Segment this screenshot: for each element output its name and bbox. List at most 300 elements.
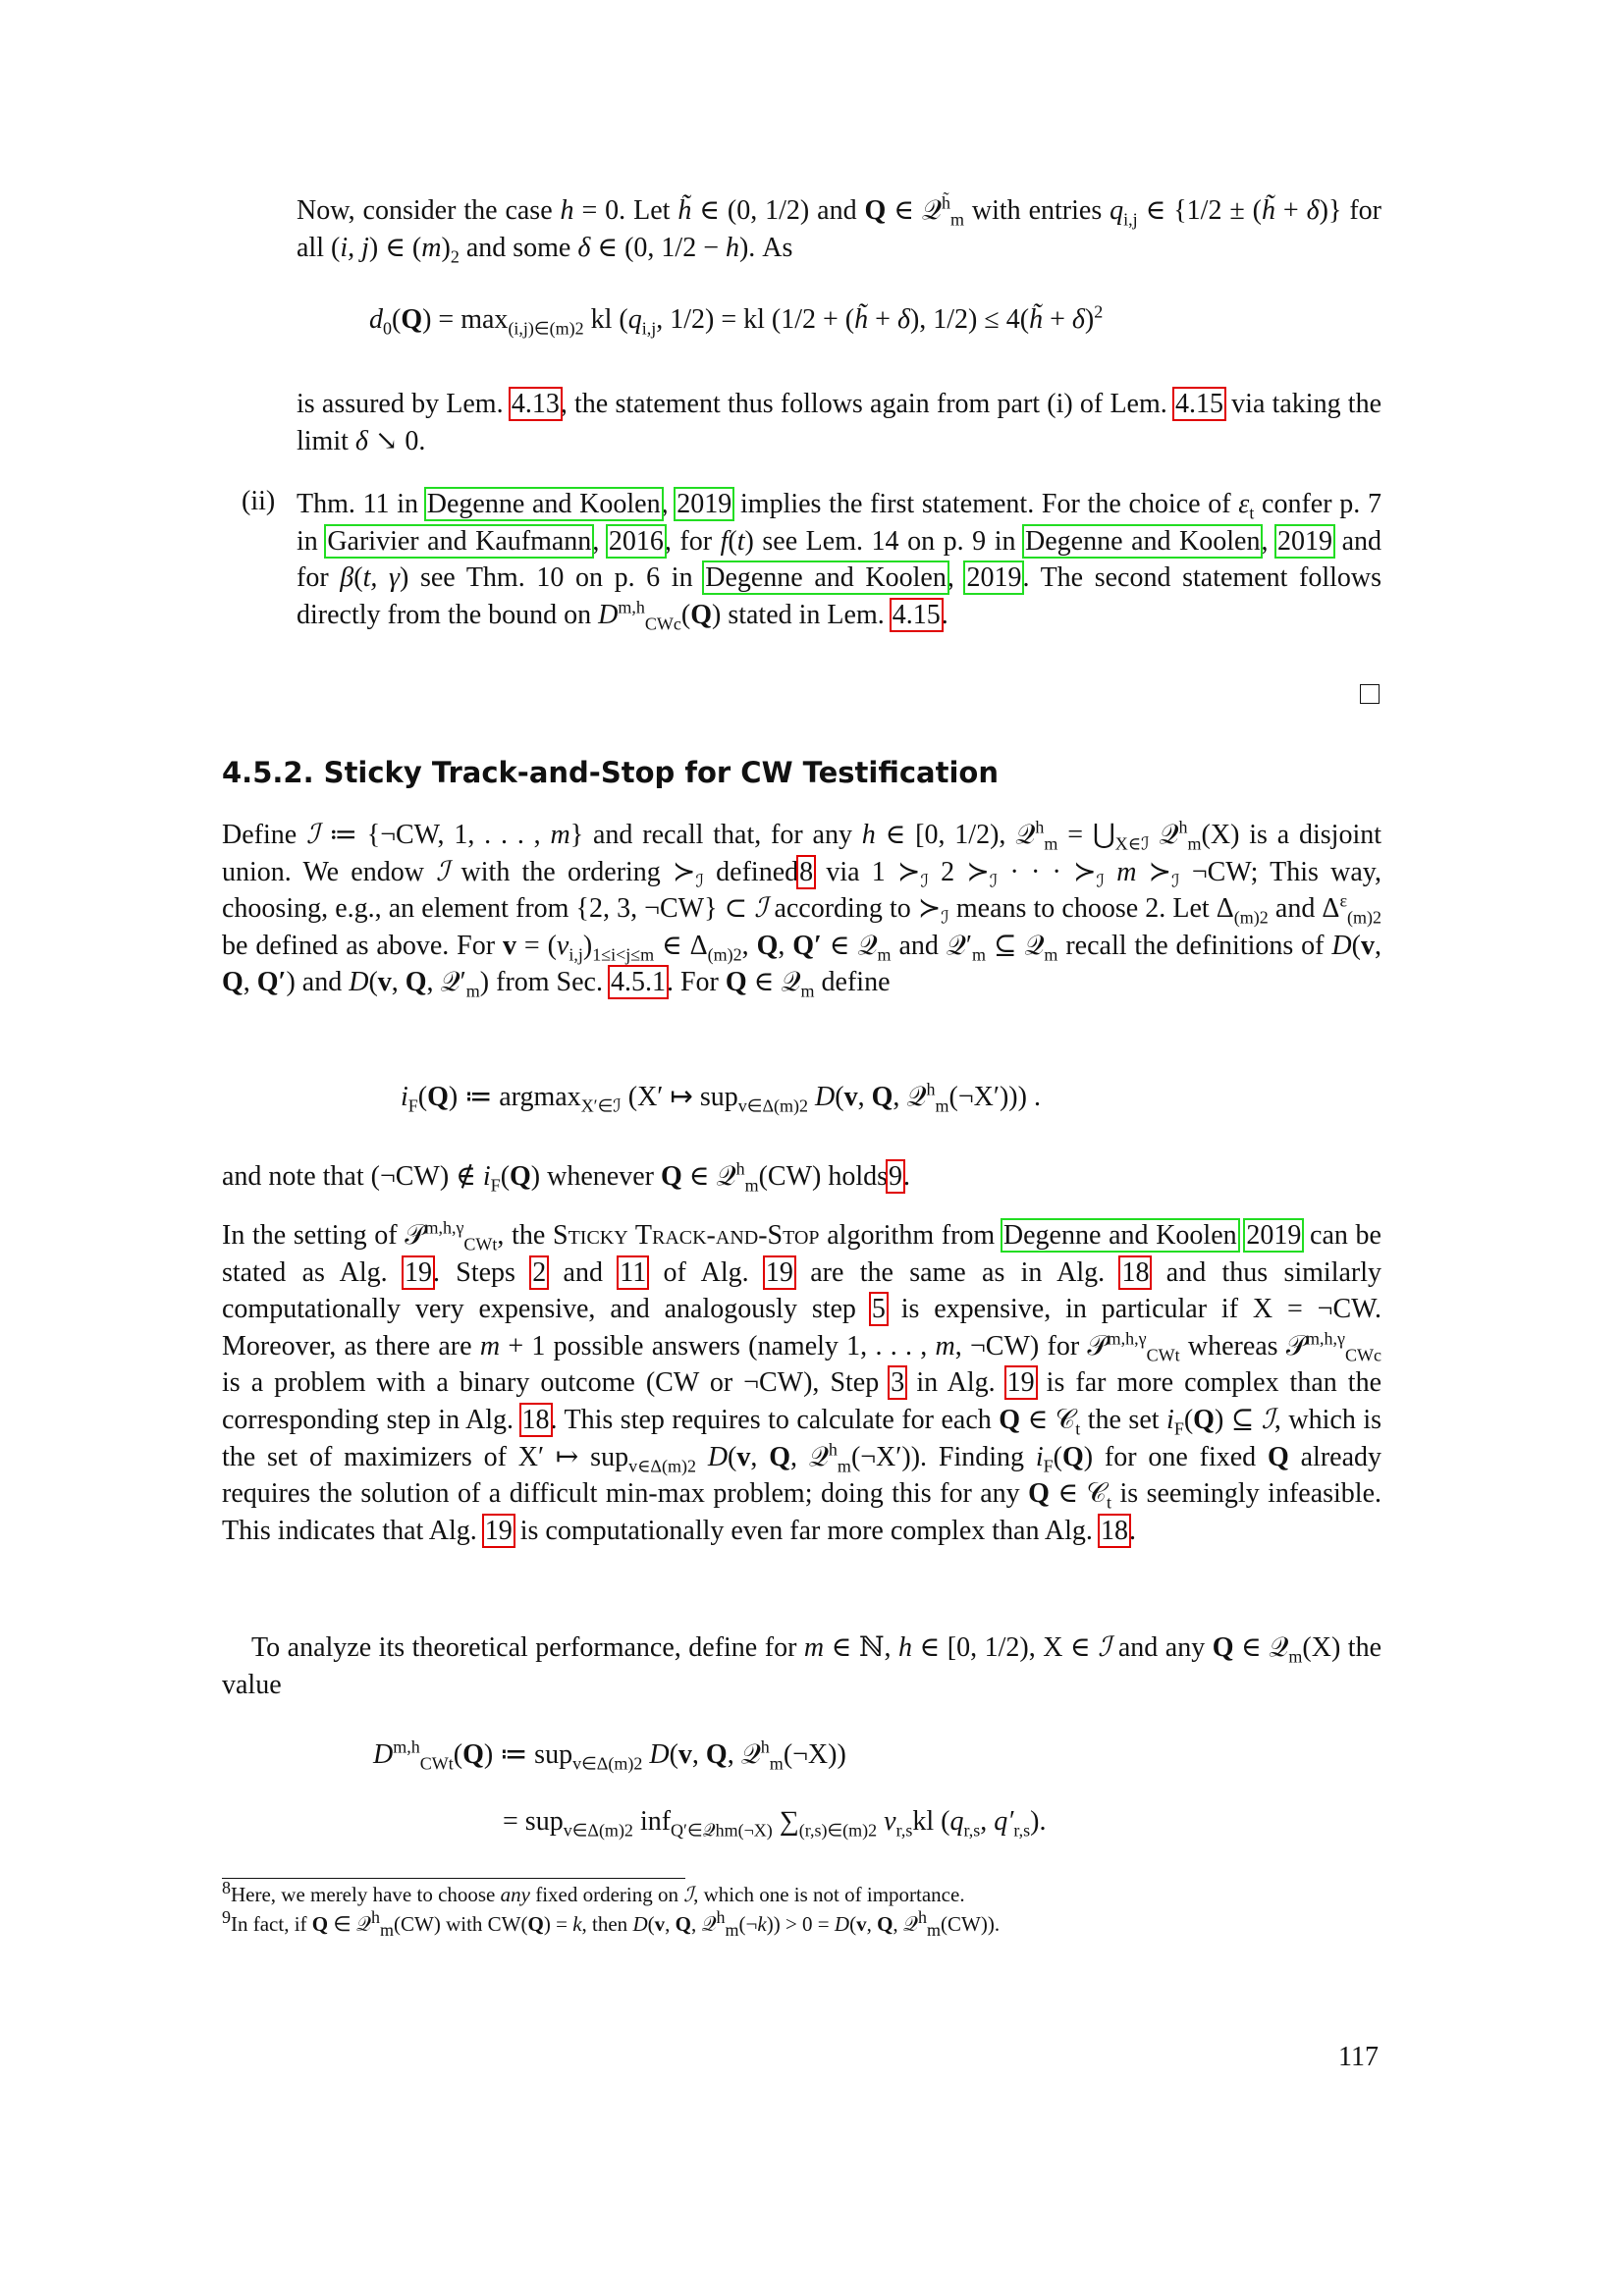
internal-reference-link[interactable]: 9 [889, 1161, 903, 1192]
subscript: F [490, 1175, 501, 1196]
text: , 1/2) = kl (1/2 + ( [656, 304, 855, 335]
math-symbol: D [373, 1739, 394, 1770]
math-bold: Q [311, 1912, 329, 1936]
subscript: r,s [1013, 1820, 1031, 1841]
math-symbol: i [401, 1082, 408, 1112]
math-bold: v [654, 1912, 666, 1936]
subscript: ℐ [941, 907, 949, 928]
text: , then [581, 1912, 633, 1936]
superscript: h [926, 1079, 936, 1099]
text: and any [1110, 1632, 1213, 1663]
subscript: m [1044, 833, 1058, 854]
paragraph-define [222, 817, 1381, 1001]
text: , [243, 967, 257, 998]
subscript: m [949, 209, 964, 230]
text: is expensive, in particular if X = ¬CW. Moreover, as there are [222, 1294, 1381, 1362]
text: ) whenever [530, 1161, 661, 1192]
math-bold: Q′ [792, 930, 822, 961]
math-symbol: q [627, 304, 642, 335]
small-caps: ticky [568, 1220, 628, 1251]
text: fixed ordering on [529, 1883, 684, 1906]
text: ( [353, 562, 363, 594]
text: ∑ [772, 1806, 799, 1837]
subscript: m [769, 1753, 784, 1774]
subscript: v∈Δ(m)2 [737, 1095, 809, 1116]
text: ∈ (0, 1/2 − [590, 232, 726, 263]
math-symbol: D [649, 1739, 670, 1770]
text: , for [664, 525, 721, 557]
subscript: X∈ℐ [1114, 833, 1150, 854]
superscript: m,h [393, 1736, 420, 1757]
superscript: h [371, 1907, 381, 1927]
math-symbol: v [556, 930, 569, 961]
math-bold: Q [427, 1082, 449, 1112]
subscript: m [744, 1175, 759, 1196]
math-bold: Q [1268, 1441, 1289, 1472]
text: ) ∈ ( [368, 232, 422, 263]
text: . [903, 1161, 911, 1192]
math-symbol: ℐ [1261, 1404, 1274, 1435]
math-bold: Q [401, 304, 423, 335]
text: ) stated in Lem. [712, 599, 892, 630]
math-symbol: h [560, 195, 574, 226]
text: , [1374, 930, 1381, 961]
math-symbol: h [861, 820, 876, 850]
text: ( [417, 1082, 428, 1112]
text: ∈ [0, 1/2), X ∈ [912, 1632, 1099, 1663]
citation-link[interactable]: 2019 [966, 562, 1022, 594]
text: . Steps [432, 1256, 532, 1288]
subscript: m [1288, 1646, 1303, 1667]
text: whereas 𝒫 [1179, 1330, 1307, 1362]
subscript: 0 [383, 318, 392, 339]
text: ) [441, 232, 451, 263]
equation-iF [401, 1079, 1041, 1116]
subscript: (m)2 [1233, 907, 1269, 928]
superscript: h [828, 1439, 838, 1460]
text: ∈ Δ [654, 930, 708, 961]
text: In the setting of 𝒫 [222, 1220, 425, 1251]
math-bold: Q [222, 967, 244, 998]
math-symbol: d [369, 304, 383, 335]
superscript: m,h,γ [1306, 1328, 1345, 1349]
text: ∈ ℕ, [824, 1632, 898, 1663]
subscript: m [380, 1920, 395, 1941]
superscript: h [760, 1736, 770, 1757]
text: ∈ 𝒬 [328, 1912, 372, 1936]
text: , 𝒬 [893, 1912, 918, 1936]
text: can be stated as Alg. [222, 1220, 1381, 1288]
internal-reference-link[interactable]: 19 [1006, 1367, 1035, 1399]
math-symbol: h [898, 1632, 912, 1663]
math-symbol: D [598, 599, 619, 630]
math-bold: Q [756, 930, 779, 961]
text: already requires the solution of a difficult min-max problem; doing this for any [222, 1441, 1381, 1510]
text: = ( [515, 930, 557, 961]
text: Thm. 11 in [297, 489, 426, 519]
internal-reference-link[interactable]: 11 [620, 1256, 647, 1288]
math-symbol: β [340, 562, 354, 594]
math-bold: Q [675, 1912, 691, 1936]
text: inf [632, 1806, 672, 1837]
text: , [741, 930, 757, 961]
math-symbol: ℐ [306, 820, 320, 850]
text: , [980, 1806, 995, 1837]
citation-link[interactable]: 2019 [1277, 525, 1333, 557]
text: . For [666, 967, 726, 998]
text: ( [647, 1912, 655, 1936]
subscript: m [800, 981, 815, 1001]
math-bold: Q [510, 1161, 531, 1192]
subscript: t [1106, 1492, 1111, 1513]
math-symbol: h̃ [1261, 195, 1275, 226]
subscript: (i,j)∈(m)2 [508, 318, 584, 339]
subscript: F [1173, 1418, 1184, 1439]
subscript: r,s [895, 1820, 913, 1841]
citation-link[interactable]: Degenne and Koolen [426, 489, 661, 519]
superscript: ε [1339, 890, 1347, 911]
subscript: ℐ [1096, 871, 1106, 891]
text: ), 1/2) ≤ 4( [909, 304, 1030, 335]
math-symbol: q′ [994, 1806, 1014, 1837]
text: ∈ 𝒞 [1020, 1404, 1076, 1435]
text: ) and [286, 967, 350, 998]
paragraph-case-h-zero [297, 192, 1381, 266]
internal-reference-link[interactable]: 8 [799, 856, 814, 887]
math-bold: v [502, 930, 516, 961]
text: ⊆ 𝒬 [986, 930, 1045, 961]
item-label-ii: (ii) [242, 486, 276, 516]
text: , [866, 1912, 878, 1936]
math-symbol: ℐ [436, 856, 450, 887]
text: To analyze its theoretical performance, define for [251, 1632, 804, 1663]
text [1105, 857, 1116, 887]
text: confer p. 7 in [297, 489, 1381, 557]
subscript: 2 [450, 246, 460, 267]
superscript: h̃ [941, 192, 950, 213]
text: ( [849, 1912, 857, 1936]
math-bold: v [856, 1912, 867, 1936]
text: ∈ 𝒬 [746, 967, 801, 998]
paragraph-assured-by-lemma [297, 386, 1381, 459]
math-symbol: δ [1071, 304, 1085, 335]
subscript: v∈Δ(m)2 [628, 1456, 696, 1476]
math-bold: Q [1193, 1404, 1215, 1435]
internal-reference-link[interactable]: 2 [532, 1256, 547, 1288]
subscript: r,s [963, 1820, 981, 1841]
text: and thus similarly computationally very expensive, and analogously step [222, 1256, 1382, 1325]
math-bold: Q [705, 1739, 728, 1770]
text: the set [1080, 1404, 1167, 1435]
text: , [778, 930, 793, 961]
text: kl ( [583, 304, 628, 335]
subscript: ℐ [920, 871, 929, 891]
text: with the ordering ≻ [449, 856, 696, 887]
math-symbol: i [482, 1161, 491, 1192]
math-symbol: m [550, 820, 570, 850]
math-bold: v [1360, 930, 1375, 961]
text: + 1 possible answers (namely 1, . . . , [500, 1330, 936, 1362]
math-symbol: D [834, 1912, 850, 1936]
text: ∈ 𝒬 [1233, 1632, 1289, 1663]
text: ) [582, 930, 593, 961]
text: in Alg. [905, 1367, 1006, 1399]
text: , [391, 967, 406, 998]
math-symbol: i, j [340, 232, 369, 263]
text: ¬CW; This way, choosing, e.g., an element from {2, 3, ¬CW} ⊂ [222, 856, 1381, 925]
text: implies the first statement. For the choice of [732, 489, 1239, 519]
text: ) ≔ sup [483, 1739, 573, 1770]
text: ) for one fixed [1083, 1441, 1268, 1472]
text: ). [1030, 1806, 1047, 1837]
text: ∈ [0, 1/2), 𝒬 [875, 820, 1036, 850]
text: via taking the limit [297, 389, 1381, 456]
text: ↘ 0. [367, 425, 426, 456]
math-symbol: h [725, 232, 739, 263]
subscript: Q′∈𝒬hm(¬X) [671, 1820, 773, 1841]
paragraph-item-ii [297, 486, 1381, 633]
text: Now, consider the case [297, 195, 561, 226]
text: ) see Lem. 14 on p. 9 in [744, 525, 1025, 557]
citation-link[interactable]: 2019 [677, 489, 732, 519]
math-symbol: δ [577, 232, 591, 263]
subscript: CWc [1345, 1345, 1381, 1365]
text: = ⋃ [1057, 820, 1115, 850]
text: ( [392, 304, 402, 335]
math-symbol: q [1110, 195, 1124, 226]
math-symbol: k [572, 1912, 582, 1936]
math-bold: Q [1212, 1632, 1234, 1663]
text: , [592, 525, 608, 557]
text [696, 1442, 708, 1472]
text: . The second statement follows directly from the bound on [297, 562, 1382, 630]
math-symbol: m [935, 1330, 955, 1362]
superscript: m,h,γ [424, 1217, 464, 1238]
text: and for [297, 525, 1382, 594]
paragraph-note [222, 1158, 1381, 1196]
text: + [868, 304, 897, 335]
text: ( [835, 1082, 844, 1112]
text: ) see Thm. 10 on p. 6 in [400, 562, 705, 594]
text: Define [222, 820, 307, 850]
math-symbol: δ [896, 304, 910, 335]
superscript: h [735, 1158, 745, 1179]
math-bold: v [843, 1082, 858, 1112]
subscript: F [1043, 1456, 1054, 1476]
subscript: (r,s)∈(m)2 [798, 1820, 878, 1841]
citation-link[interactable]: Degenne and Koolen [705, 562, 947, 594]
internal-reference-link[interactable]: 18 [521, 1404, 550, 1435]
text: recall the definitions of [1057, 930, 1332, 961]
math-bold: Q [871, 1082, 893, 1112]
text: (CW) with CW( [394, 1912, 528, 1936]
internal-reference-link[interactable]: 19 [404, 1256, 432, 1288]
math-bold: Q [864, 195, 887, 226]
text: , which is the set of maximizers of X′ ↦ sup [222, 1404, 1381, 1472]
text: defined [703, 856, 799, 887]
citation-link[interactable]: Degenne and Koolen [1025, 525, 1261, 557]
text: ∈ 𝒬 [821, 930, 878, 961]
text: ) = max [422, 304, 509, 335]
subscript: ℐ [1171, 871, 1180, 891]
math-bold: v [377, 967, 392, 998]
subscript: m [935, 1095, 949, 1116]
math-symbol: ℐ [1098, 1632, 1111, 1663]
math-symbol: D [349, 967, 369, 998]
superscript: 8 [222, 1878, 231, 1897]
math-bold: Q [1061, 1441, 1084, 1472]
text: , [857, 1082, 872, 1112]
text: ( [728, 1441, 737, 1472]
internal-reference-link[interactable]: 19 [765, 1256, 793, 1288]
subscript: m [927, 1920, 942, 1941]
citation-link[interactable]: Degenne and Koolen [1002, 1220, 1237, 1251]
text: , the S [497, 1220, 568, 1251]
subscript: m [877, 944, 892, 965]
internal-reference-link[interactable]: 4.15 [1174, 389, 1223, 419]
math-symbol: any [500, 1883, 530, 1906]
math-symbol: D [1331, 930, 1352, 961]
page-number: 117 [1338, 2042, 1379, 2072]
internal-reference-link[interactable]: 18 [1121, 1256, 1150, 1288]
math-symbol: D [815, 1082, 836, 1112]
subscript: m [837, 1456, 851, 1476]
math-symbol: m [421, 232, 442, 263]
text: ∈ (0, 1/2) and [691, 195, 865, 226]
text: and [547, 1256, 620, 1288]
math-symbol: ℐ [754, 893, 768, 925]
text: · · · ≻ [998, 856, 1097, 887]
math-symbol: m [803, 1632, 825, 1663]
text: ) [1084, 304, 1095, 335]
math-bold: Q [1028, 1478, 1050, 1510]
citation-link[interactable]: 2019 [1246, 1220, 1302, 1251]
math-bold: Q [660, 1161, 682, 1192]
math-symbol: ℐ [683, 1883, 694, 1906]
subscript: v∈Δ(m)2 [572, 1753, 643, 1774]
subscript: m [725, 1920, 739, 1941]
subscript: 1≤i<j≤m [592, 944, 655, 965]
subscript: m [1187, 833, 1202, 854]
text: , [665, 1912, 676, 1936]
subscript: t [1249, 503, 1255, 523]
math-symbol: D [707, 1441, 729, 1472]
subscript: i,j [1123, 209, 1138, 230]
text: define [814, 967, 891, 998]
math-symbol: k [757, 1912, 767, 1936]
text: with entries [963, 195, 1110, 226]
internal-reference-link[interactable]: 18 [1100, 1515, 1128, 1546]
small-caps: rack-and [651, 1220, 759, 1251]
text: ≔ {¬CW, 1, . . . , [319, 820, 551, 850]
math-bold: Q [527, 1912, 544, 1936]
subscript: m [1044, 944, 1058, 965]
text: ( [1351, 930, 1361, 961]
internal-reference-link[interactable]: 3 [891, 1367, 905, 1399]
subscript: m [465, 981, 480, 1001]
math-symbol: q [949, 1806, 964, 1837]
superscript: 2 [1094, 301, 1104, 322]
text [808, 1082, 815, 1112]
text: , [947, 562, 966, 594]
math-symbol: m [479, 1330, 501, 1362]
text: ∈ 𝒬 [886, 195, 942, 226]
superscript: m,h [618, 597, 645, 617]
text: is seemingly infeasible. This indicates that Alg. [222, 1478, 1382, 1546]
footnote-9 [222, 1907, 1001, 1941]
text: is assured by Lem. [297, 389, 511, 419]
internal-reference-link[interactable]: 19 [484, 1515, 513, 1546]
math-symbol: h̃ [677, 195, 692, 226]
internal-reference-link[interactable]: 4.15 [892, 599, 941, 630]
text: according to ≻ [767, 893, 942, 925]
internal-reference-link[interactable]: 5 [871, 1294, 886, 1325]
subscript: i,j [568, 944, 583, 965]
text: ∈ 𝒞 [1049, 1478, 1107, 1510]
math-symbol: t [736, 525, 745, 557]
math-symbol: h̃ [854, 304, 869, 335]
citation-link[interactable]: 2016 [608, 525, 664, 557]
math-bold: Q [690, 599, 712, 630]
internal-reference-link[interactable]: 4.5.1 [610, 967, 666, 998]
text: ( [680, 599, 691, 630]
text: is a problem with a binary outcome (CW or ¬CW), Step [222, 1367, 891, 1399]
text: be defined as above. For [222, 930, 503, 961]
text: , [691, 1739, 706, 1770]
text: )} for all ( [297, 195, 1381, 263]
math-symbol: i [1035, 1441, 1044, 1472]
subscript: i,j [641, 318, 657, 339]
text: (X′ ↦ sup [621, 1082, 738, 1112]
superscript: 9 [222, 1907, 231, 1927]
subscript: CWt [419, 1753, 454, 1774]
text: (X) is a disjoint union. We endow [222, 820, 1381, 887]
math-symbol: m [1116, 856, 1137, 887]
math-bold: Q [462, 1739, 484, 1770]
subscript: X′∈ℐ [580, 1095, 622, 1116]
text: ≻ [1136, 856, 1172, 887]
text: of Alg. [647, 1256, 765, 1288]
text: via 1 ≻ [814, 856, 921, 887]
math-symbol: f [720, 525, 729, 557]
text: (¬X′)). Finding [850, 1441, 1036, 1472]
subscript: v∈Δ(m)2 [563, 1820, 633, 1841]
text: ). As [738, 232, 793, 263]
math-bold: Q [769, 1441, 790, 1472]
paragraph-analyze [222, 1629, 1381, 1703]
text: and some [459, 232, 578, 263]
text: (¬X′))) . [948, 1082, 1041, 1112]
text: ) from Sec. [479, 967, 610, 998]
text: ( [368, 967, 378, 998]
text: , 𝒬 [789, 1441, 829, 1472]
text: 2 ≻ [928, 856, 990, 887]
text: (¬X)) [783, 1739, 846, 1770]
subscript: CWc [644, 614, 681, 634]
text: , [1261, 525, 1277, 557]
text: ∈ {1/2 ± ( [1137, 195, 1262, 226]
math-symbol: δ [354, 425, 368, 456]
text: } and recall that, for any [569, 820, 862, 850]
superscript: m,h,γ [1107, 1328, 1147, 1349]
citation-link[interactable]: Garivier and Kaufmann [327, 525, 592, 557]
text: + [1043, 304, 1072, 335]
text: (CW)). [941, 1912, 1001, 1936]
text: 𝒬 [1149, 820, 1179, 850]
math-symbol: ε [1238, 489, 1250, 519]
text: and note that (¬CW) ∉ [222, 1161, 483, 1192]
internal-reference-link[interactable]: 4.13 [511, 389, 560, 419]
